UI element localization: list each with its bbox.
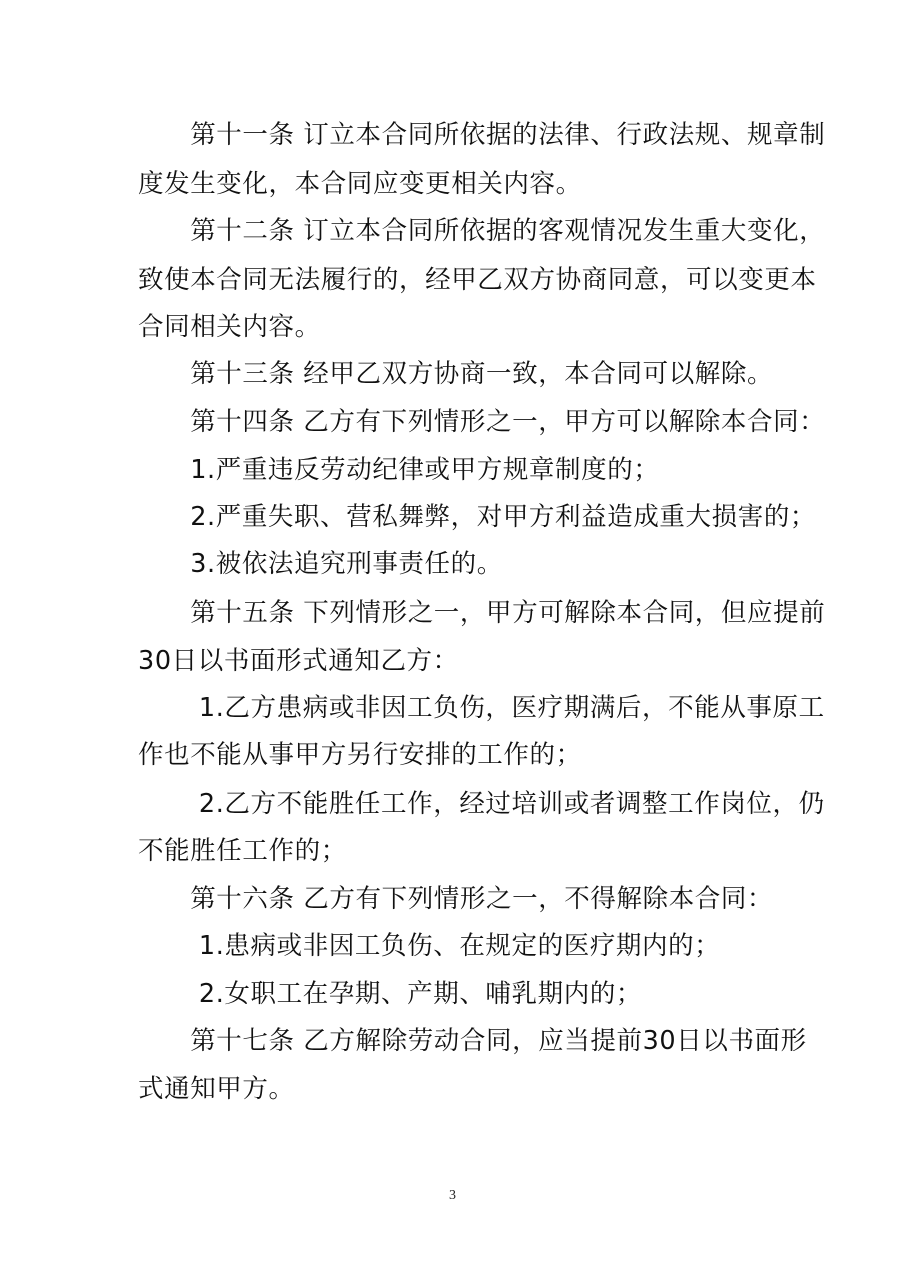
text-line: 2.严重失职、营私舞弊，对甲方利益造成重大损害的； [138, 502, 817, 532]
text-line: 1.严重违反劳动纪律或甲方规章制度的； [138, 455, 660, 485]
text-line: 第十四条 乙方有下列情形之一，甲方可以解除本合同： [138, 407, 826, 437]
text-line: 式通知甲方。 [138, 1074, 295, 1104]
text-line: 第十三条 经甲乙双方协商一致，本合同可以解除。 [138, 359, 774, 389]
text-line: 第十七条 乙方解除劳动合同，应当提前30日以书面形 [138, 1026, 807, 1056]
text-line: 度发生变化，本合同应变更相关内容。 [138, 169, 582, 199]
text-line: 不能胜任工作的； [138, 836, 347, 866]
text-line: 致使本合同无法履行的，经甲乙双方协商同意，可以变更本 [138, 265, 817, 295]
text-line: 第十一条 订立本合同所依据的法律、行政法规、规章制 [138, 120, 826, 150]
text-line: 第十二条 订立本合同所依据的客观情况发生重大变化， [138, 216, 826, 246]
text-line: 30日以书面形式通知乙方： [138, 646, 459, 676]
text-line: 第十六条 乙方有下列情形之一，不得解除本合同： [138, 884, 774, 914]
text-line: 1.患病或非因工负伤、在规定的医疗期内的； [138, 931, 721, 961]
text-line: 作也不能从事甲方另行安排的工作的； [138, 740, 582, 770]
text-line: 3.被依法追究刑事责任的。 [138, 549, 503, 579]
text-line: 第十五条 下列情形之一，甲方可解除本合同，但应提前 [138, 598, 826, 628]
text-line: 2.乙方不能胜任工作，经过培训或者调整工作岗位，仍 [138, 789, 825, 819]
text-line: 2.女职工在孕期、产期、哺乳期内的； [138, 979, 643, 1009]
text-line: 1.乙方患病或非因工负伤，医疗期满后，不能从事原工 [138, 693, 825, 723]
page-number: 3 [449, 1188, 456, 1203]
text-line: 合同相关内容。 [138, 312, 321, 342]
